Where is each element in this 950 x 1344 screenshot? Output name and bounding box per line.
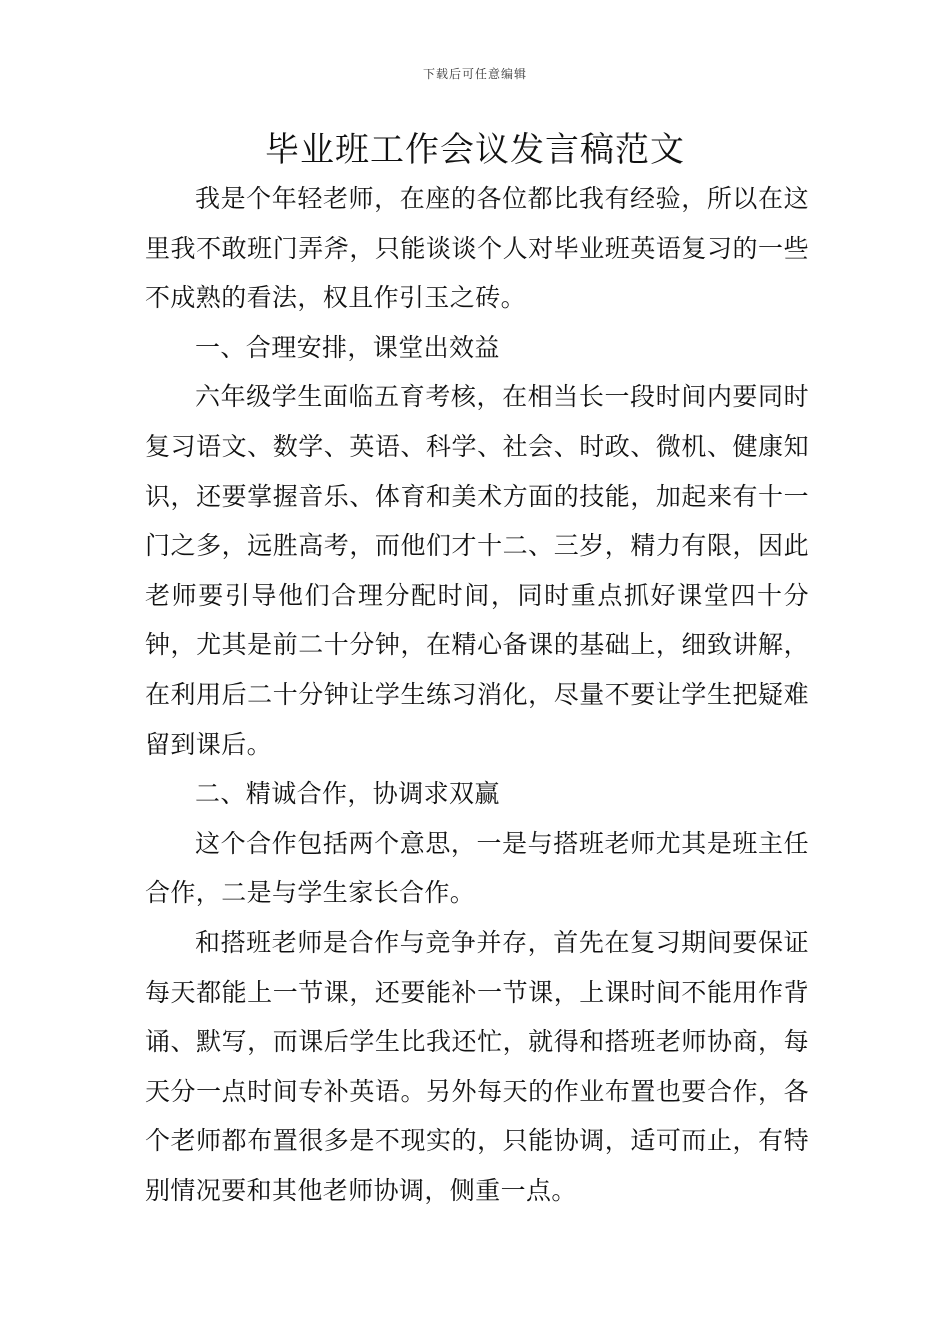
document-body	[145, 174, 809, 1215]
paragraph-section-2b: 和搭班老师是合作与竞争并存，首先在复习期间要保证每天都能上一节课，还要能补一节课，上课时间不能用作背诵、默写，而课后学生比我还忙，就得和搭班老师协商，每天分一点时间专补英语。另外每天的作业布置也要合作，各个老师都布置很多是不现实的，只能协调，适可而止，有特别情况要和其他老师协调，侧重一点。	[145, 927, 809, 1205]
paragraph-intro: 我是个年轻老师，在座的各位都比我有经验，所以在这里我不敢班门弄斧，只能谈谈个人对毕业班英语复习的一些不成熟的看法，权且作引玉之砖。	[145, 184, 809, 313]
paragraph-section-2a: 这个合作包括两个意思，一是与搭班老师尤其是班主任合作，二是与学生家长合作。	[145, 828, 809, 908]
section-heading-1: 一、合理安排，课堂出效益	[195, 332, 500, 362]
document-title: 毕业班工作会议发言稿范文	[265, 130, 685, 170]
header-note: 下载后可任意编辑	[422, 67, 527, 81]
section-heading-2: 二、精诚合作，协调求双赢	[195, 779, 500, 809]
paragraph-section-1: 六年级学生面临五育考核，在相当长一段时间内要同时复习语文、数学、英语、科学、社会、时政、微机、健康知识，还要掌握音乐、体育和美术方面的技能，加起来有十一门之多，远胜高考，而他们才十二、三岁，精力有限，因此老师要引导他们合理分配时间，同时重点抓好课堂四十分钟，尤其是前二十分钟，在精心备课的基础上，细致讲解，在利用后二十分钟让学生练习消化，尽量不要让学生把疑难留到课后。	[145, 382, 809, 759]
